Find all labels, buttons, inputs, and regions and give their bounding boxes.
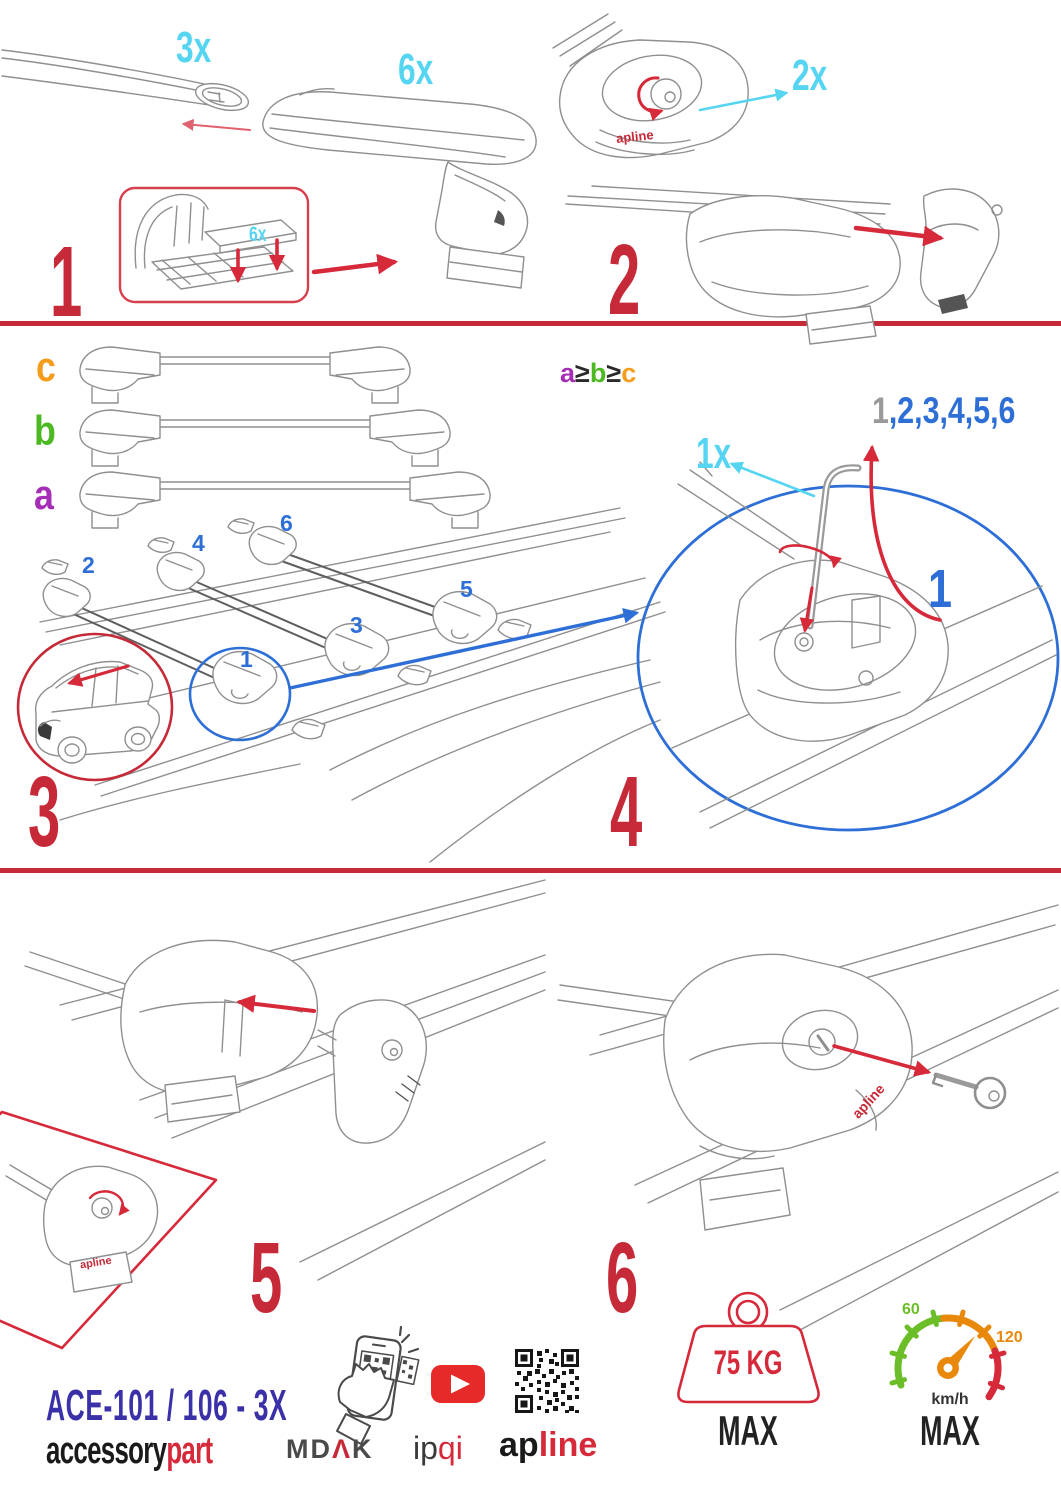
speedometer-icon	[892, 1312, 1004, 1397]
step1-foot-qty: 6x	[398, 45, 434, 94]
divider-bottom	[0, 868, 1061, 873]
step6-number: 6	[606, 1222, 638, 1334]
step4-order-label: 1	[928, 559, 953, 619]
step1-number: 1	[50, 226, 82, 338]
position-6: 6	[280, 510, 293, 536]
size-rule	[560, 360, 636, 387]
position-2: 2	[82, 552, 95, 578]
position-4: 4	[192, 530, 205, 556]
step4-tool-qty: 1x	[696, 429, 732, 478]
step2-number: 2	[608, 224, 640, 336]
sequence-first: 1	[872, 390, 889, 431]
step1-inset-drawing	[120, 188, 308, 302]
bar-label-b: b	[34, 407, 56, 454]
step3-bar-b-drawing	[80, 410, 450, 466]
sequence-rest: ,2,3,4,5,6	[888, 390, 1016, 431]
max-weight-value: 75 KG	[713, 1344, 783, 1382]
mdak-md: MD	[286, 1434, 332, 1464]
divider-top	[0, 321, 1061, 326]
ipqi-logo	[413, 1432, 463, 1464]
step1-crossbar-drawing	[2, 50, 251, 115]
apline-line: line	[538, 1426, 598, 1464]
bar-label-c: c	[36, 343, 56, 390]
position-1: 1	[240, 646, 253, 672]
step3-bar-c-drawing	[80, 347, 410, 403]
position-5: 5	[460, 576, 473, 602]
tightening-sequence	[872, 392, 1015, 429]
rule-geq1: ≥	[575, 358, 590, 388]
product-code: ACE-101 / 106 - 3X	[46, 1381, 288, 1430]
step1-pad-qty: 6x	[249, 223, 267, 246]
youtube-icon	[431, 1365, 485, 1403]
bar-label-a: a	[34, 471, 54, 518]
step4-tool-qty-arrow	[732, 464, 814, 496]
ipqi-qi: qi	[437, 1430, 463, 1466]
accessorypart-logo	[46, 1432, 212, 1470]
rule-a: a	[560, 358, 576, 388]
position-3: 3	[350, 612, 363, 638]
step4-number: 4	[610, 756, 642, 868]
apline-logo	[499, 1428, 597, 1462]
accessorypart-part: part	[166, 1430, 213, 1472]
apline-ap: ap	[499, 1426, 539, 1464]
step2-lock-qty: 2x	[792, 51, 828, 100]
accessorypart-accessory: accessory	[46, 1430, 167, 1472]
mdak-logo	[286, 1436, 374, 1463]
speed-low-label: 60	[902, 1301, 920, 1318]
step1-slide-arrow	[184, 124, 250, 130]
step2-foot-logo: apline	[615, 127, 655, 146]
phone-scan-icon	[337, 1327, 419, 1444]
step6-foot-logo: apline	[848, 1080, 888, 1122]
mdak-k: K	[352, 1434, 374, 1464]
rule-b: b	[589, 358, 607, 388]
step3-number: 3	[28, 756, 60, 868]
speed-high-label: 120	[996, 1329, 1023, 1346]
step1-pad-insert-arrow	[314, 262, 394, 272]
step5-foot-logo: apline	[79, 1254, 113, 1272]
max-weight-label: MAX	[718, 1407, 778, 1454]
rule-geq2: ≥	[606, 358, 622, 388]
ipqi-ip: ip	[413, 1430, 438, 1466]
qr-code	[515, 1349, 579, 1413]
speed-max-label: MAX	[920, 1407, 980, 1454]
step5-number: 5	[250, 1222, 282, 1334]
step4-detail-drawing	[638, 462, 1058, 830]
rule-c: c	[621, 358, 637, 388]
step1-bar-qty: 3x	[176, 23, 212, 72]
speed-unit-label: km/h	[931, 1391, 969, 1408]
mdak-lambda: Λ	[332, 1434, 353, 1464]
